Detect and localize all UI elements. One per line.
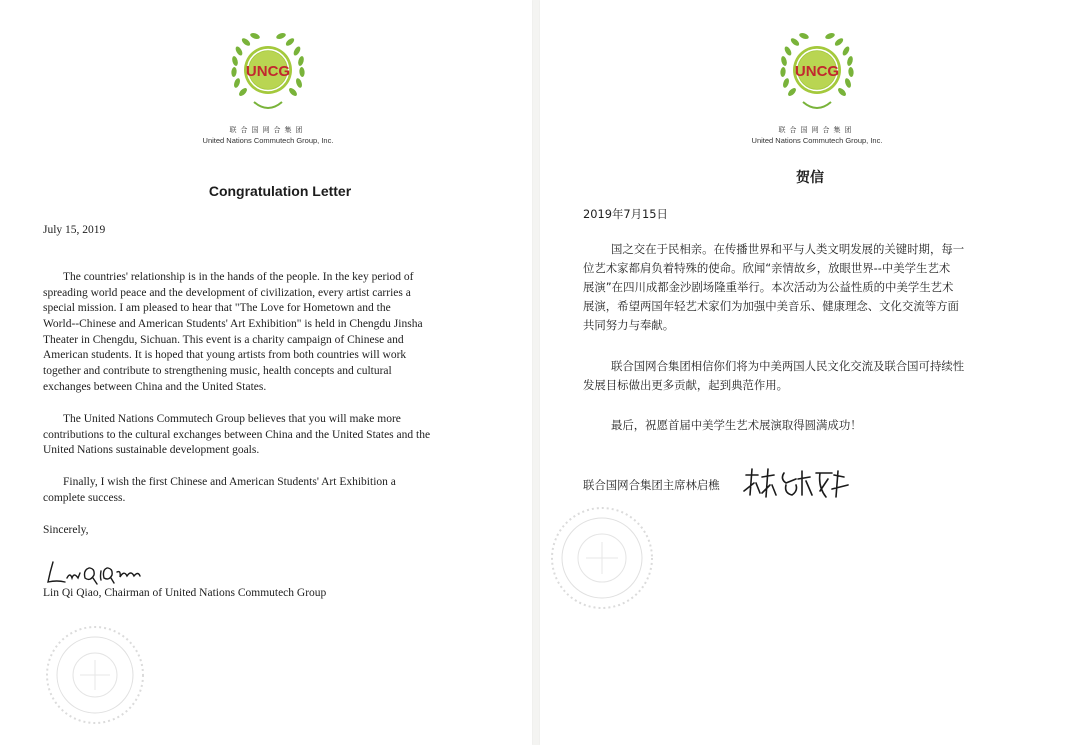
closing: Sincerely, <box>43 524 89 536</box>
laurel-wreath-icon <box>777 28 857 120</box>
text-line: 发展目标做出更多贡献，起到典范作用。 <box>583 378 789 392</box>
paragraph-1 <box>43 270 423 396</box>
laurel-wreath-icon <box>228 28 308 120</box>
text-line: 联合国网合集团相信你们将为中美两国人民文化交流及联合国可持续性 <box>611 359 965 373</box>
text-line: Theater in Chengdu, Sichuan. This event is a charity campaign of Chinese and <box>43 333 404 346</box>
text-line: spreading world peace and the development of civilization, every artist carries a <box>43 286 411 299</box>
paragraph-2 <box>583 357 964 395</box>
english-letter-page <box>0 0 532 745</box>
signatory-line: 联合国网合集团主席林启樵 <box>583 478 720 492</box>
text-line: complete success. <box>43 491 126 504</box>
letter-date: July 15, 2019 <box>43 224 106 236</box>
chinese-letter-page <box>540 0 1080 745</box>
text-line: special mission. I am pleased to hear that "The Love for Hometown and the <box>43 302 391 315</box>
uncg-logo <box>202 28 334 146</box>
text-line: contributions to the cultural exchanges between China and the United States and the <box>43 428 431 441</box>
embossed-seal-icon <box>540 500 670 620</box>
uncg-logo <box>751 28 883 146</box>
text-line: Finally, I wish the first Chinese and American Students' Art Exhibition a <box>63 476 396 488</box>
text-line: 展演，希望两国年轻艺术家们为加强中美音乐、健康理念、文化交流等方面 <box>583 299 959 313</box>
text-line: together and contribute to strengthening music, health concepts and cultural <box>43 365 392 378</box>
org-name-chinese: 联合国网合集团 <box>229 126 307 134</box>
logo-wordmark: UNCG <box>794 63 840 80</box>
paragraph-1 <box>583 240 964 335</box>
signatory-line: Lin Qi Qiao, Chairman of United Nations Commutech Group <box>43 587 327 599</box>
letter-date: 2019年7月15日 <box>583 207 668 221</box>
logo-wordmark: UNCG <box>245 63 291 80</box>
paragraph-2 <box>43 412 430 459</box>
letter-title: Congratulation Letter <box>208 183 352 199</box>
paragraph-3 <box>43 475 396 506</box>
paragraph-3 <box>583 416 862 435</box>
handwritten-signature-chinese <box>740 465 860 505</box>
embossed-seal-icon <box>30 620 160 730</box>
text-line: American students. It is hoped that young artists from both countries will work <box>43 349 407 362</box>
letter-title: 贺信 <box>796 170 824 186</box>
text-line: World--Chinese and American Students' Art Exhibition" is held in Chengdu Jinsha <box>43 318 423 331</box>
org-name-english: United Nations Commutech Group, Inc. <box>202 136 334 145</box>
text-line: 最后，祝愿首届中美学生艺术展演取得圆满成功！ <box>611 418 862 432</box>
text-line: 共同努力与奉献。 <box>583 318 675 332</box>
text-line: exchanges between China and the United States. <box>43 380 267 393</box>
text-line: 位艺术家都肩负着特殊的使命。欣闻“亲情故乡，放眼世界--中美学生艺术 <box>583 261 951 275</box>
text-line: 展演”在四川成都金沙剧场隆重举行。本次活动为公益性质的中美学生艺术 <box>583 280 954 294</box>
text-line: The countries' relationship is in the hands of the people. In the key period of <box>63 271 414 283</box>
handwritten-signature-english <box>45 558 165 588</box>
org-name-english: United Nations Commutech Group, Inc. <box>751 136 883 145</box>
org-name-chinese: 联合国网合集团 <box>778 126 856 134</box>
text-line: United Nations sustainable development goals. <box>43 444 260 457</box>
text-line: The United Nations Commutech Group believes that you will make more <box>63 413 401 425</box>
text-line: 国之交在于民相亲。在传播世界和平与人类文明发展的关键时期，每一 <box>611 242 965 256</box>
